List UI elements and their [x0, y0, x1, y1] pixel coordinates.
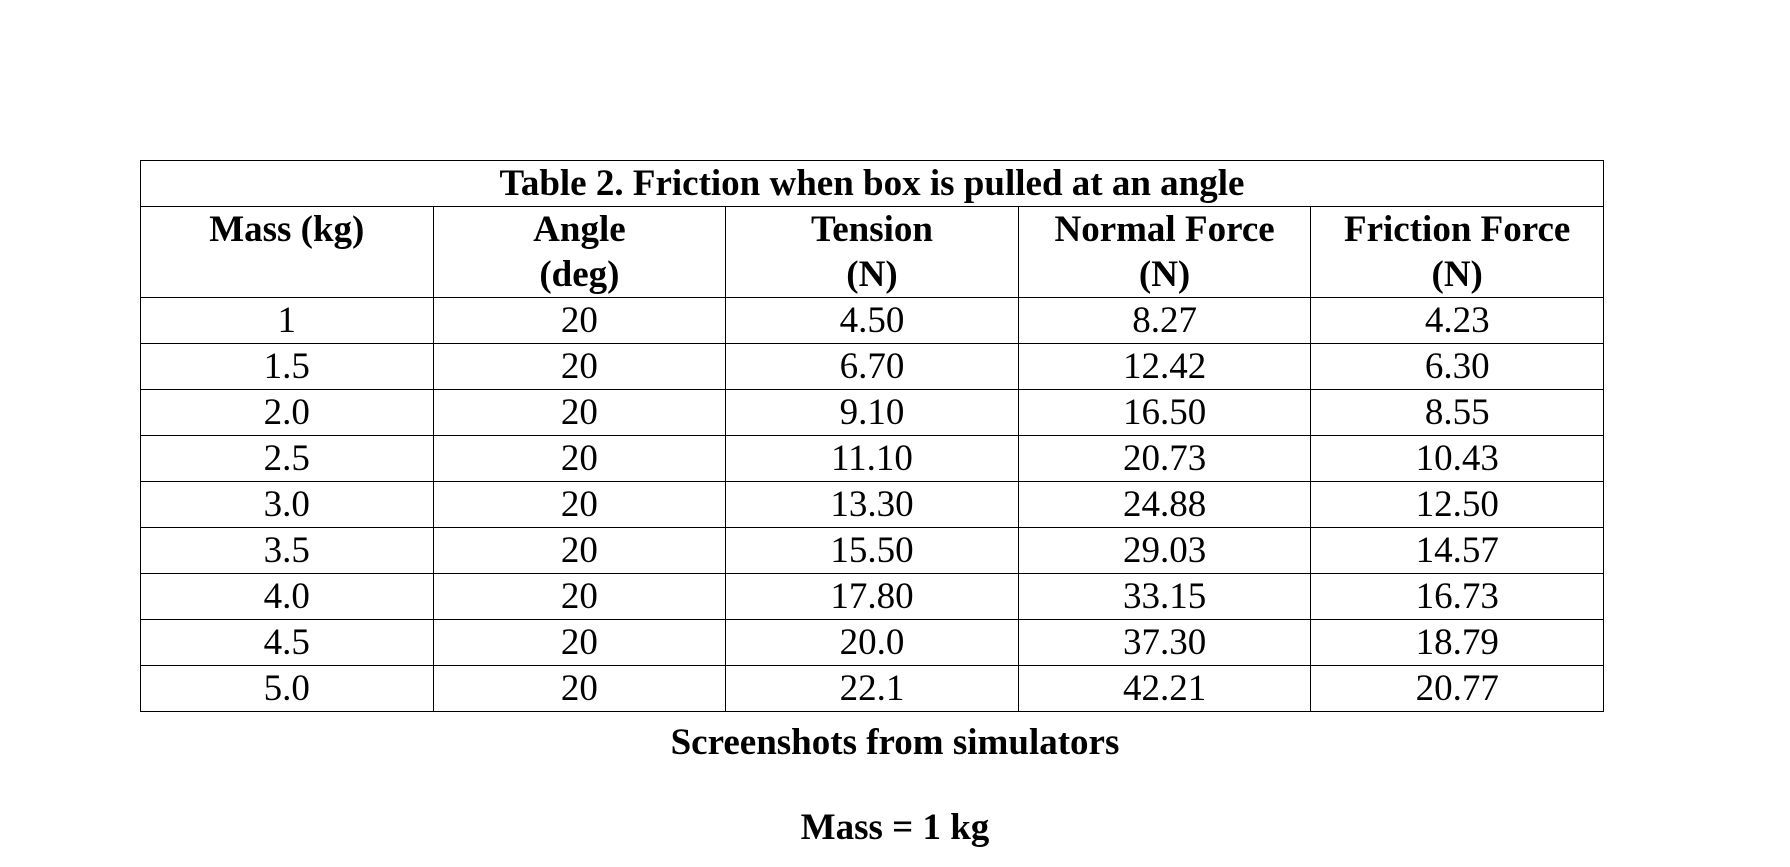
- cell-mass: 4.5: [141, 620, 434, 666]
- column-header-mass: [141, 207, 434, 298]
- cell-friction-force: 20.77: [1311, 666, 1604, 712]
- column-header-angle: [433, 207, 726, 298]
- column-header-tension: [726, 207, 1019, 298]
- table-row: [141, 436, 1604, 482]
- table-row: [141, 482, 1604, 528]
- column-header-normal-force: [1018, 207, 1311, 298]
- table-row: [141, 666, 1604, 712]
- cell-normal-force: 33.15: [1018, 574, 1311, 620]
- column-header-friction-force-line1: Friction Force: [1344, 209, 1571, 250]
- table-row: [141, 344, 1604, 390]
- cell-normal-force: 37.30: [1018, 620, 1311, 666]
- screenshots-caption: Screenshots from simulators: [670, 722, 1120, 763]
- cell-normal-force: 16.50: [1018, 390, 1311, 436]
- cell-friction-force: 16.73: [1311, 574, 1604, 620]
- table-header-row: [141, 207, 1604, 298]
- table-row: [141, 298, 1604, 344]
- cell-mass: 2.0: [141, 390, 434, 436]
- cell-mass: 1: [141, 298, 434, 344]
- column-header-friction-force-line2: (N): [1431, 254, 1483, 295]
- cell-tension: 9.10: [726, 390, 1019, 436]
- cell-angle: 20: [433, 666, 726, 712]
- table-row: [141, 390, 1604, 436]
- cell-angle: 20: [433, 528, 726, 574]
- cell-tension: 22.1: [726, 666, 1019, 712]
- cell-mass: 3.5: [141, 528, 434, 574]
- cell-angle: 20: [433, 482, 726, 528]
- cell-tension: 15.50: [726, 528, 1019, 574]
- cell-friction-force: 18.79: [1311, 620, 1604, 666]
- cell-angle: 20: [433, 574, 726, 620]
- cell-angle: 20: [433, 298, 726, 344]
- table-title: Table 2. Friction when box is pulled at an angle: [141, 161, 1604, 207]
- column-header-tension-line2: (N): [846, 254, 898, 295]
- cell-friction-force: 12.50: [1311, 482, 1604, 528]
- column-header-normal-force-line1: Normal Force: [1054, 209, 1275, 250]
- cell-normal-force: 24.88: [1018, 482, 1311, 528]
- cell-normal-force: 8.27: [1018, 298, 1311, 344]
- table-row: [141, 574, 1604, 620]
- cell-tension: 13.30: [726, 482, 1019, 528]
- cell-normal-force: 20.73: [1018, 436, 1311, 482]
- cell-angle: 20: [433, 620, 726, 666]
- column-header-angle-line2: (deg): [539, 254, 620, 295]
- cell-tension: 6.70: [726, 344, 1019, 390]
- cell-mass: 2.5: [141, 436, 434, 482]
- cell-angle: 20: [433, 344, 726, 390]
- cell-normal-force: 12.42: [1018, 344, 1311, 390]
- table-row: [141, 620, 1604, 666]
- column-header-tension-line1: Tension: [810, 209, 933, 250]
- cell-mass: 3.0: [141, 482, 434, 528]
- friction-table: [140, 160, 1604, 712]
- cell-tension: 4.50: [726, 298, 1019, 344]
- cell-tension: 11.10: [726, 436, 1019, 482]
- cell-normal-force: 29.03: [1018, 528, 1311, 574]
- cell-friction-force: 8.55: [1311, 390, 1604, 436]
- cell-friction-force: 10.43: [1311, 436, 1604, 482]
- cell-tension: 20.0: [726, 620, 1019, 666]
- table-title-row: [141, 161, 1604, 207]
- cell-friction-force: 14.57: [1311, 528, 1604, 574]
- cell-mass: 5.0: [141, 666, 434, 712]
- column-header-normal-force-line2: (N): [1138, 254, 1191, 295]
- column-header-angle-line1: Angle: [533, 209, 626, 250]
- cell-mass: 4.0: [141, 574, 434, 620]
- mass-caption: Mass = 1 kg: [800, 807, 990, 848]
- cell-friction-force: 6.30: [1311, 344, 1604, 390]
- cell-tension: 17.80: [726, 574, 1019, 620]
- cell-normal-force: 42.21: [1018, 666, 1311, 712]
- column-header-mass-line1: Mass (kg): [209, 209, 365, 250]
- column-header-friction-force: [1311, 207, 1604, 298]
- cell-mass: 1.5: [141, 344, 434, 390]
- table-row: [141, 528, 1604, 574]
- cell-friction-force: 4.23: [1311, 298, 1604, 344]
- cell-angle: 20: [433, 390, 726, 436]
- cell-angle: 20: [433, 436, 726, 482]
